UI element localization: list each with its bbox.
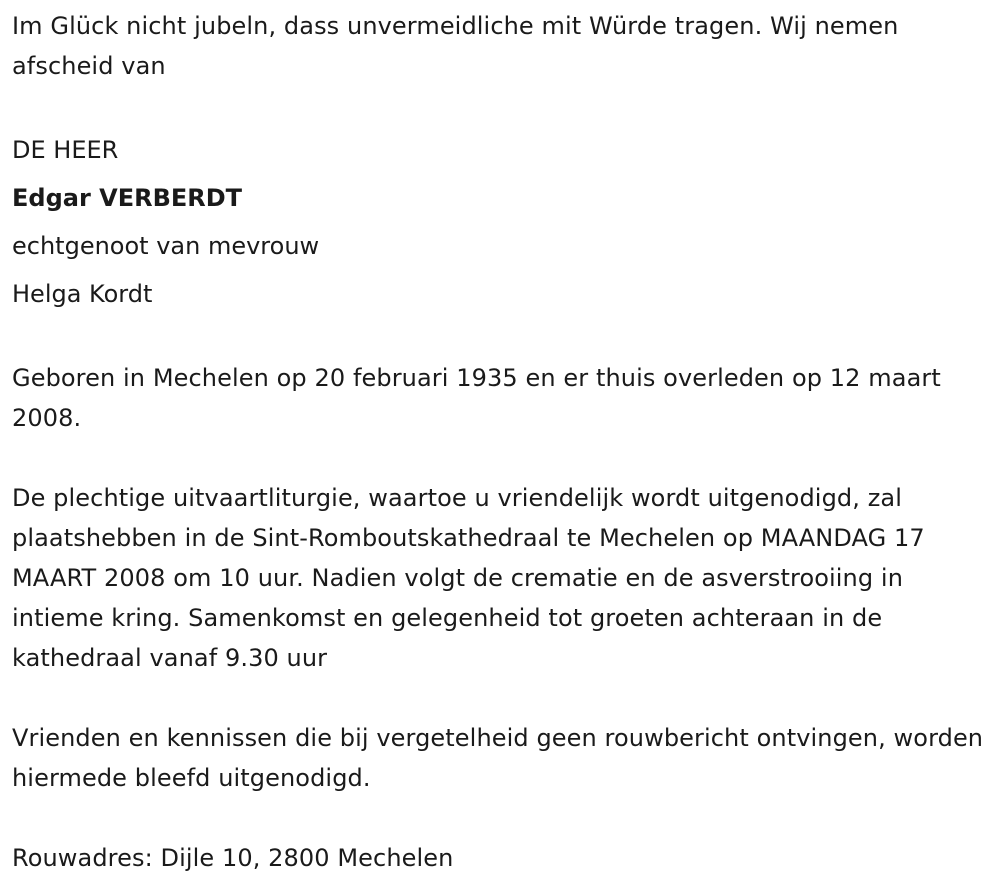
spouse-name: Helga Kordt — [12, 280, 153, 308]
deceased-name: Edgar VERBERDT — [12, 184, 243, 212]
spacer — [12, 86, 992, 126]
spacer — [12, 798, 992, 838]
spacer — [12, 318, 992, 358]
spacer — [12, 678, 992, 718]
address-text: Rouwadres: Dijle 10, 2800 Mechelen — [12, 844, 454, 872]
title-text: DE HEER — [12, 136, 119, 164]
ceremony-text: De plechtige uitvaartliturgie, waartoe u vriendelijk wordt uitgenodigd, zal plaatshebben in de Sint-Romboutskathedraal te Mechelen op MAANDAG 17 MAART 2008 om 10 uur. Nadien volgt de crematie en de asverstrooiing in intieme kring. Samenkomst en gelegenheid tot groeten achteraan in de kathedraal vanaf 9.30 uur — [12, 484, 925, 672]
invitation-text: Vrienden en kennissen die bij vergetelheid geen rouwbericht ontvingen, worden hiermede bleefd uitgenodigd. — [12, 724, 984, 792]
spouse-label: echtgenoot van mevrouw — [12, 232, 320, 260]
intro-text: Im Glück nicht jubeln, dass unvermeidliche mit Würde tragen. Wij nemen afscheid van — [12, 12, 899, 80]
obituary-document — [12, 6, 992, 878]
spacer — [12, 438, 992, 478]
birth-death-text: Geboren in Mechelen op 20 februari 1935 en er thuis overleden op 12 maart 2008. — [12, 364, 941, 432]
